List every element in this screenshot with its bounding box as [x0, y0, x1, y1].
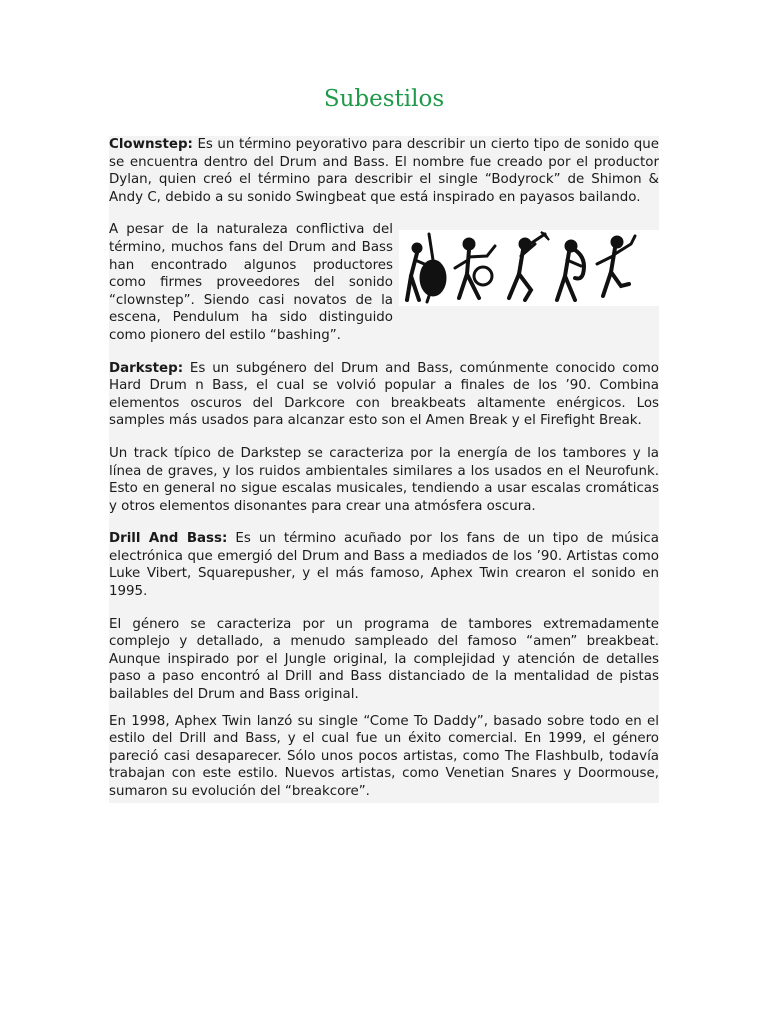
musicians-silhouettes-icon: [399, 230, 659, 306]
drill-paragraph-1: [109, 530, 659, 600]
clownstep-text-2: A pesar de la naturaleza conflictiva del término, muchos fans del Drum and Bass han encontrado algunos productores como firmes proveedores del sonido “clownstep”. Siendo casi novatos de la escena, Pendulum ha sido distinguido como pionero del estilo “bashing”.: [109, 222, 393, 343]
drill-text-3: En 1998, Aphex Twin lanzó su single “Come To Daddy”, basado sobre todo en el estilo del Drill and Bass, y el cual fue un éxito comercial. En 1999, el género pareció casi desaparecer. Sólo unos pocos artistas, como The Flashbulb, todavía trabajan con este estilo. Nuevos artistas, como Venetian Snares y Doormouse, sumaron su evolución del “breakcore”.: [109, 713, 659, 799]
clownstep-text-1: Es un término peyorativo para describir un cierto tipo de sonido que se encuentra dentro del Drum and Bass. El nombre fue creado por el productor Dylan, quien creó el término para describir el single “Bodyrock” de Shimon & Andy C, debido a su sonido Swingbeat que está inspirado en payasos bailando.: [109, 137, 659, 205]
clownstep-paragraph-2: [109, 221, 659, 344]
drill-text-2: El género se caracteriza por un programa de tambores extremadamente complejo y detallado, a menudo sampleado del famoso “amen” breakbeat. Aunque inspirado por el Jungle original, la complejidad y atención de detalles paso a paso encontró al Drill and Bass distanciado de la mentalidad de pistas bailables del Drum and Bass original.: [109, 616, 659, 703]
drill-paragraph-2: [109, 616, 659, 704]
drill-text-1: Es un término acuñado por los fans de un tipo de música electrónica que emergió del Drum and Bass a mediados de los ’90. Artistas como Luke Vibert, Squarepusher, y el más famoso, Aphex Twin crearon el sonido en 1995.: [109, 531, 659, 600]
document-body: [109, 136, 659, 803]
darkstep-text-2: Un track típico de Darkstep se caracteriza por la energía de los tambores y la línea de graves, y los ruidos ambientales similares a los usados en el Neurofunk. Esto en general no sigue escalas musicales, tendiendo a usar escalas cromáticas y otros elementos disonantes para crear una atmósfera oscura.: [109, 445, 659, 514]
trumpet-player-figure: [509, 232, 549, 300]
darkstep-term: Darkstep:: [109, 360, 184, 376]
dancer-figure: [597, 236, 635, 296]
clownstep-paragraph-1: [109, 136, 659, 206]
drill-term: Drill And Bass:: [109, 531, 228, 547]
darkstep-paragraph-1: [109, 360, 659, 430]
clownstep-term: Clownstep:: [109, 137, 193, 152]
drill-paragraph-3: [109, 713, 659, 801]
musicians-illustration: [399, 230, 659, 306]
page-title: Subestilos: [323, 86, 445, 112]
darkstep-text-1: Es un subgénero del Drum and Bass, comúnmente conocido como Hard Drum n Bass, el cual se volvió popular a finales de los ’90. Combina elementos oscuros del Darkcore con breakbeats altamente enérgicos. Los samples más usados para alcanzar esto son el Amen Break y el Firefight Break.: [109, 360, 659, 429]
sax-player-figure: [557, 240, 584, 300]
drummer-figure: [455, 238, 495, 298]
bass-player-figure: [407, 234, 446, 302]
darkstep-paragraph-2: [109, 445, 659, 515]
